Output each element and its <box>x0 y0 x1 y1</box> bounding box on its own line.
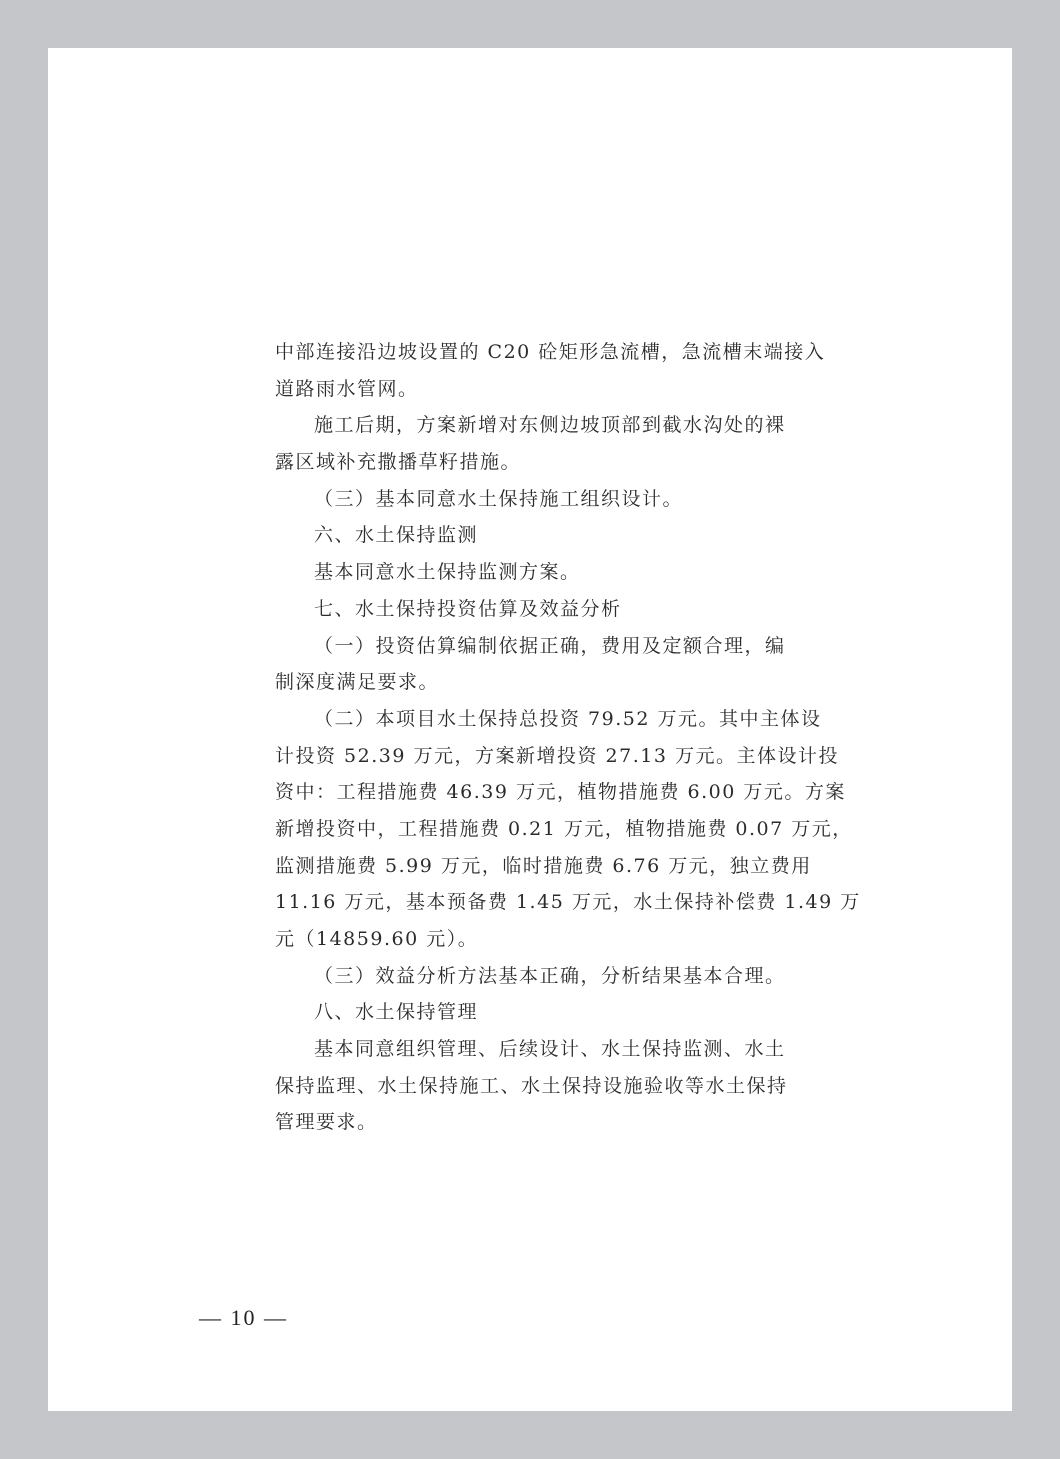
subsection-heading: （二）本项目水土保持总投资 79.52 万元。其中主体设 <box>314 707 822 730</box>
section-heading: 六、水土保持监测 <box>314 524 479 547</box>
text-line: 新增投资中，工程措施费 0.21 万元，植物措施费 0.07 万元， <box>275 817 853 840</box>
subsection-heading: （三）效益分析方法基本正确，分析结果基本合理。 <box>314 964 786 987</box>
paragraph-line: 基本同意组织管理、后续设计、水土保持监测、水土 <box>314 1038 786 1061</box>
text-line: 元（14859.60 元）。 <box>275 928 479 950</box>
text-line: 管理要求。 <box>275 1111 378 1134</box>
document-page <box>48 48 1012 1411</box>
text-line: 道路雨水管网。 <box>275 377 419 400</box>
subsection-heading: （三）基本同意水土保持施工组织设计。 <box>314 487 684 510</box>
section-heading: 七、水土保持投资估算及效益分析 <box>314 597 622 620</box>
text-line: 资中：工程措施费 46.39 万元，植物措施费 6.00 万元。方案 <box>275 781 846 804</box>
text-line: 监测措施费 5.99 万元，临时措施费 6.76 万元，独立费用 <box>275 854 812 877</box>
text-line: 制深度满足要求。 <box>275 671 440 694</box>
paragraph-line: 施工后期，方案新增对东侧边坡顶部到截水沟处的裸 <box>314 414 786 437</box>
text-line: 保持监理、水土保持施工、水土保持设施验收等水土保持 <box>275 1074 788 1097</box>
body-text <box>275 334 861 1141</box>
section-heading: 八、水土保持管理 <box>314 1001 479 1024</box>
paragraph-line: 基本同意水土保持监测方案。 <box>314 561 581 584</box>
text-line: 11.16 万元，基本预备费 1.45 万元，水土保持补偿费 1.49 万 <box>275 891 861 914</box>
page-number: — 10 — <box>199 1305 288 1330</box>
text-line: 露区域补充撒播草籽措施。 <box>275 451 522 474</box>
text-line: 计投资 52.39 万元，方案新增投资 27.13 万元。主体设计投 <box>275 744 839 767</box>
text-line: 中部连接沿边坡设置的 C20 砼矩形急流槽，急流槽末端接入 <box>275 341 826 363</box>
subsection-heading: （一）投资估算编制依据正确，费用及定额合理，编 <box>314 634 786 657</box>
